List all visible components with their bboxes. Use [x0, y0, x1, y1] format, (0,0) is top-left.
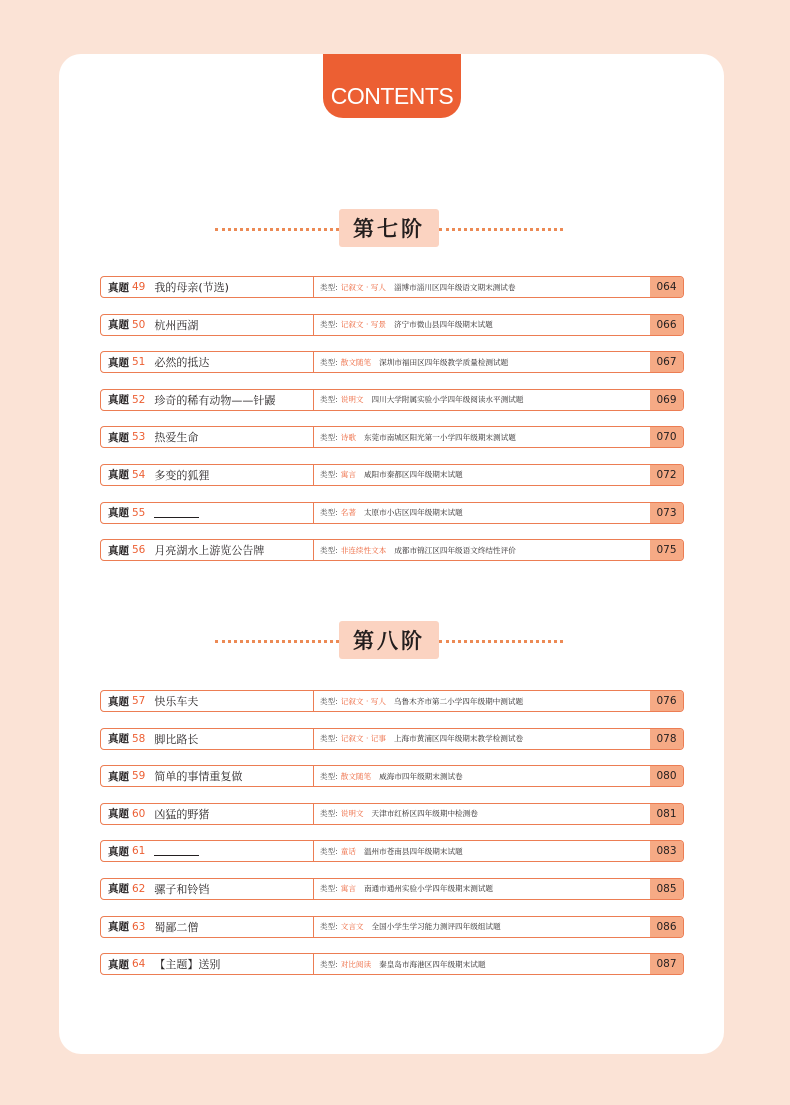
entry-page-number: 069 [650, 390, 683, 410]
entry-type: 散文随笔 [340, 771, 372, 781]
entry-type-label: 类型: [320, 696, 338, 706]
entry-title-cell [101, 277, 314, 297]
entry-list-stage-8 [100, 690, 684, 991]
toc-entry[interactable] [100, 878, 684, 900]
entry-title-cell [101, 841, 314, 861]
entry-info-cell [314, 315, 650, 335]
entry-label: 真题 [108, 469, 129, 482]
entry-type-label: 类型: [320, 959, 338, 969]
entry-title-cell [101, 390, 314, 410]
entry-title-blank [154, 846, 199, 856]
entry-type: 说明文 [340, 809, 364, 819]
entry-title: 热爱生命 [154, 431, 199, 445]
entry-title: 快乐车夫 [154, 695, 199, 708]
entry-type-label: 类型: [320, 282, 338, 292]
entry-title-cell [101, 465, 314, 485]
toc-entry[interactable] [100, 690, 684, 712]
entry-info-cell [314, 691, 650, 711]
entry-info-cell [314, 540, 650, 560]
entry-source: 乌鲁木齐市第二小学四年级期中测试题 [393, 696, 524, 706]
entry-type: 寓言 [340, 884, 356, 894]
dotted-divider-left [215, 640, 339, 643]
entry-info-cell [314, 465, 650, 485]
toc-entry[interactable] [100, 426, 684, 448]
entry-label: 真题 [108, 544, 129, 557]
entry-info-cell [314, 390, 650, 410]
entry-number: 61 [132, 845, 146, 858]
entry-number: 59 [132, 770, 146, 783]
entry-page-number: 067 [650, 352, 683, 372]
contents-header-tab [323, 54, 461, 118]
entry-page-number: 086 [650, 917, 683, 937]
entry-title: 多变的狐狸 [154, 468, 210, 482]
entry-title: 【主题】送别 [154, 958, 221, 972]
entry-number: 54 [132, 468, 146, 481]
entry-page-number: 078 [650, 729, 683, 749]
entry-type-label: 类型: [320, 771, 338, 781]
entry-source: 秦皇岛市海港区四年级期末试题 [379, 959, 486, 969]
entry-number: 58 [132, 732, 146, 745]
entry-label: 真题 [108, 356, 129, 369]
entry-type: 记叙文 · 记事 [340, 734, 386, 744]
entry-type: 记叙文 · 写人 [340, 696, 386, 706]
entry-number: 55 [132, 506, 146, 519]
toc-entry[interactable] [100, 389, 684, 411]
contents-title: CONTENTS [330, 83, 454, 109]
entry-label: 真题 [108, 394, 129, 407]
entry-info-cell [314, 879, 650, 899]
entry-type-label: 类型: [320, 884, 338, 894]
entry-source: 淄博市淄川区四年级语文期末测试卷 [393, 282, 516, 292]
entry-title: 脚比路长 [154, 732, 199, 746]
entry-label: 真题 [108, 507, 129, 520]
toc-entry[interactable] [100, 502, 684, 524]
entry-label: 真题 [108, 319, 129, 332]
entry-title: 凶猛的野猪 [154, 807, 210, 821]
section-title: 第七阶 [339, 209, 439, 247]
entry-type: 文言文 [340, 922, 364, 932]
entry-info-cell [314, 804, 650, 824]
entry-label: 真题 [108, 921, 129, 934]
entry-type-label: 类型: [320, 809, 338, 819]
entry-page-number: 073 [650, 503, 683, 523]
entry-type-label: 类型: [320, 846, 338, 856]
entry-title-cell [101, 954, 314, 974]
entry-title: 骡子和铃铛 [154, 882, 210, 896]
entry-number: 62 [132, 882, 146, 895]
entry-number: 52 [132, 393, 146, 406]
contents-page [59, 54, 724, 1054]
entry-source: 天津市红桥区四年级期中检测卷 [371, 809, 478, 819]
entry-type-label: 类型: [320, 922, 338, 932]
toc-entry[interactable] [100, 464, 684, 486]
entry-type-label: 类型: [320, 734, 338, 744]
entry-page-number: 064 [650, 277, 683, 297]
section-header-stage-7 [209, 209, 569, 249]
entry-type-label: 类型: [320, 545, 338, 555]
dotted-divider-right [439, 640, 563, 643]
toc-entry[interactable] [100, 840, 684, 862]
entry-type: 说明文 [340, 395, 364, 405]
entry-source: 威海市四年级期末测试卷 [379, 771, 463, 781]
entry-number: 51 [132, 356, 146, 369]
entry-source: 东莞市南城区阳光第一小学四年级期末测试题 [363, 432, 516, 442]
entry-page-number: 066 [650, 315, 683, 335]
entry-title: 蜀鄙二僧 [154, 920, 199, 934]
toc-entry[interactable] [100, 916, 684, 938]
entry-type: 非连续性文本 [340, 545, 387, 555]
entry-number: 64 [132, 958, 146, 971]
entry-number: 49 [132, 281, 146, 293]
entry-title-cell [101, 691, 314, 711]
entry-title: 我的母亲(节选) [154, 281, 229, 294]
entry-page-number: 075 [650, 540, 683, 560]
entry-page-number: 083 [650, 841, 683, 861]
entry-type: 散文随笔 [340, 357, 372, 367]
entry-title-cell [101, 503, 314, 523]
entry-source: 深圳市福田区四年级教学质量检测试题 [379, 357, 509, 367]
entry-info-cell [314, 954, 650, 974]
entry-page-number: 070 [650, 427, 683, 447]
entry-source: 上海市黄浦区四年级期末教学检测试卷 [393, 734, 524, 744]
toc-entry[interactable] [100, 765, 684, 787]
entry-number: 60 [132, 807, 146, 820]
entry-info-cell [314, 503, 650, 523]
entry-number: 63 [132, 920, 146, 933]
entry-page-number: 080 [650, 766, 683, 786]
entry-source: 南通市通州实验小学四年级期末测试题 [363, 884, 494, 894]
entry-type-label: 类型: [320, 395, 338, 405]
entry-list-stage-7 [100, 276, 684, 577]
entry-type-label: 类型: [320, 508, 338, 518]
entry-title: 月亮湖水上游览公告牌 [154, 544, 265, 558]
entry-source: 全国小学生学习能力测评四年级组试题 [371, 922, 501, 932]
toc-entry[interactable] [100, 276, 684, 298]
entry-type-label: 类型: [320, 320, 338, 330]
section-header-stage-8 [209, 621, 569, 661]
entry-title-cell [101, 766, 314, 786]
entry-label: 真题 [108, 281, 129, 294]
entry-page-number: 085 [650, 879, 683, 899]
entry-label: 真题 [108, 883, 129, 896]
entry-label: 真题 [108, 733, 129, 746]
entry-info-cell [314, 766, 650, 786]
entry-type: 童话 [340, 846, 356, 856]
entry-title: 必然的抵达 [154, 356, 210, 370]
entry-source: 咸阳市秦都区四年级期末试题 [363, 470, 463, 480]
toc-entry[interactable] [100, 314, 684, 336]
entry-number: 56 [132, 544, 146, 557]
entry-source: 四川大学附属实验小学四年级阅读水平测试题 [371, 395, 524, 405]
toc-entry[interactable] [100, 351, 684, 373]
entry-title-cell [101, 352, 314, 372]
toc-entry[interactable] [100, 728, 684, 750]
entry-page-number: 072 [650, 465, 683, 485]
entry-info-cell [314, 917, 650, 937]
entry-title: 简单的事情重复做 [154, 770, 243, 784]
entry-info-cell [314, 841, 650, 861]
entry-type-label: 类型: [320, 357, 338, 367]
entry-source: 成都市锦江区四年级语文终结性评价 [394, 545, 516, 555]
entry-type: 记叙文 · 写景 [340, 320, 386, 330]
entry-type: 诗歌 [340, 432, 356, 442]
entry-type: 对比阅读 [340, 959, 372, 969]
toc-entry[interactable] [100, 953, 684, 975]
entry-title-cell [101, 804, 314, 824]
entry-number: 57 [132, 695, 146, 707]
entry-title-blank [154, 508, 199, 518]
entry-type: 名著 [340, 508, 356, 518]
entry-title: 珍奇的稀有动物——针鼹 [154, 393, 276, 407]
toc-entry[interactable] [100, 539, 684, 561]
entry-title-cell [101, 427, 314, 447]
entry-info-cell [314, 729, 650, 749]
toc-entry[interactable] [100, 803, 684, 825]
entry-label: 真题 [108, 431, 129, 444]
section-title: 第八阶 [339, 621, 439, 659]
entry-info-cell [314, 352, 650, 372]
entry-title-cell [101, 917, 314, 937]
entry-type: 记叙文 · 写人 [340, 282, 386, 292]
entry-page-number: 076 [650, 691, 683, 711]
entry-info-cell [314, 427, 650, 447]
entry-label: 真题 [108, 808, 129, 821]
entry-number: 50 [132, 318, 146, 331]
entry-source: 济宁市微山县四年级期末试题 [393, 320, 493, 330]
entry-source: 太原市小店区四年级期末试题 [363, 508, 463, 518]
entry-page-number: 087 [650, 954, 683, 974]
entry-label: 真题 [108, 695, 129, 708]
entry-source: 温州市苍南县四年级期末试题 [363, 846, 463, 856]
entry-title: 杭州西湖 [154, 318, 199, 332]
entry-number: 53 [132, 431, 146, 444]
dotted-divider-right [439, 228, 563, 231]
entry-label: 真题 [108, 770, 129, 783]
entry-page-number: 081 [650, 804, 683, 824]
entry-type-label: 类型: [320, 432, 338, 442]
dotted-divider-left [215, 228, 339, 231]
entry-label: 真题 [108, 958, 129, 971]
entry-label: 真题 [108, 845, 129, 858]
entry-type-label: 类型: [320, 470, 338, 480]
entry-title-cell [101, 540, 314, 560]
entry-title-cell [101, 315, 314, 335]
entry-type: 寓言 [340, 470, 356, 480]
entry-title-cell [101, 729, 314, 749]
entry-title-cell [101, 879, 314, 899]
entry-info-cell [314, 277, 650, 297]
